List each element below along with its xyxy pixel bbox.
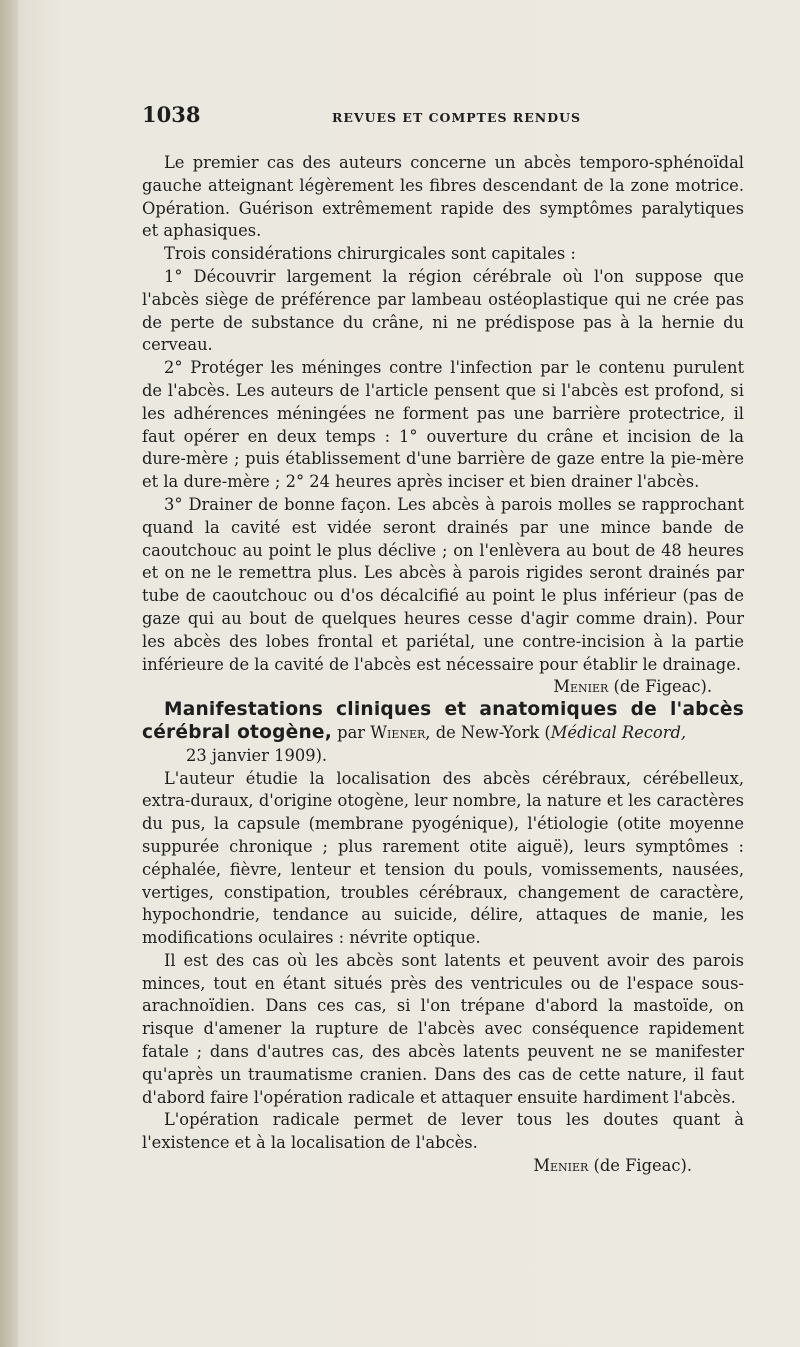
paragraph: 1° Découvrir largement la région cérébrale où l'on suppose que l'abcès siège de préférence par lambeau ostéoplastique qui ne crée pas de perte de substance du crâne, ni ne prédispose pas à la hernie du cerveau.	[142, 266, 744, 355]
page-header	[142, 102, 744, 148]
review-by: par	[337, 722, 366, 742]
review-author: Wiener,	[370, 722, 431, 742]
signature-place: (de Figeac).	[613, 677, 712, 697]
paragraph: L'auteur étudie la localisation des abcès cérébraux, cérébelleux, extra-duraux, d'origine otogène, leur nombre, la nature et les caractères du pus, la capsule (membrane pyogénique), l'étiologie (otite moyenne suppurée chronique ; plus rarement otite aiguë), leurs symptômes : céphalée, fièvre, lenteur et tension du pouls, vomissements, nausées, vertiges, constipation, troubles cérébraux, changement de caractère, hypochondrie, tendance au suicide, délire, attaques de manie, les modifications oculaires : névrite optique.	[142, 768, 744, 948]
paragraph: 2° Protéger les méninges contre l'infection par le contenu purulent de l'abcès. Les auteurs de l'article pensent que si l'abcès est profond, si les adhérences méningées ne forment pas une barrière protectrice, il faut opérer en deux temps : 1° ouverture du crâne et incision de la dure-mère ; puis établissement d'une barrière de gaze entre la pie-mère et la dure-mère ; 2° 24 heures après inciser et bien drainer l'abcès.	[142, 358, 744, 492]
running-head: REVUES ET COMPTES RENDUS	[332, 110, 581, 125]
signature	[142, 1155, 744, 1178]
review-date: 23 janvier 1909).	[186, 745, 328, 765]
page-binding-shadow	[0, 0, 18, 1347]
review-heading	[142, 699, 744, 767]
article-body	[142, 152, 744, 1178]
signature-place: (de Figeac).	[593, 1156, 692, 1176]
signature-name: Menier	[553, 677, 609, 697]
signature-name: Menier	[533, 1156, 589, 1176]
review-journal: Médical Record,	[550, 722, 687, 742]
review-place: de New-York (	[435, 722, 551, 742]
review-title: Manifestations cliniques et anatomiques de l'abcès cérébral otogène,	[142, 699, 744, 743]
paragraph: Trois considérations chirurgicales sont capitales :	[164, 244, 576, 264]
paragraph: Il est des cas où les abcès sont latents et peuvent avoir des parois minces, tout en étant situés près des ventricules ou de l'espace sous-arachnoïdien. Dans ces cas, si l'on trépane d'abord la mastoïde, on risque d'amener la rupture de l'abcès avec conséquence rapidement fatale ; dans d'autres cas, des abcès latents peuvent ne se manifester qu'après un traumatisme cranien. Dans des cas de cette nature, il faut d'abord faire l'opération radicale et attaquer ensuite hardiment l'abcès.	[142, 950, 744, 1107]
paragraph: L'opération radicale permet de lever tous les doutes quant à l'existence et à la localisation de l'abcès.	[142, 1110, 744, 1153]
page-number: 1038	[142, 102, 201, 127]
signature	[142, 676, 744, 699]
paragraph: Le premier cas des auteurs concerne un abcès temporo-sphénoïdal gauche atteignant légèrement les fibres descendant de la zone motrice. Opération. Guérison extrêmement rapide des symptômes paralytiques et aphasiques.	[142, 153, 744, 241]
paragraph: 3° Drainer de bonne façon. Les abcès à parois molles se rapprochant quand la cavité est vidée seront drainés par une mince bande de caoutchouc au point le plus déclive ; on l'enlèvera au bout de 48 heures et on ne le remettra plus. Les abcès à parois rigides seront drainés par tube de caoutchouc ou d'os décalcifié au point le plus inférieur (pas de gaze qui au bout de quelques heures cesse d'agir comme drain). Pour les abcès des lobes frontal et pariétal, une contre-incision à la partie inférieure de la cavité de l'abcès est nécessaire pour établir le drainage.	[142, 494, 744, 674]
